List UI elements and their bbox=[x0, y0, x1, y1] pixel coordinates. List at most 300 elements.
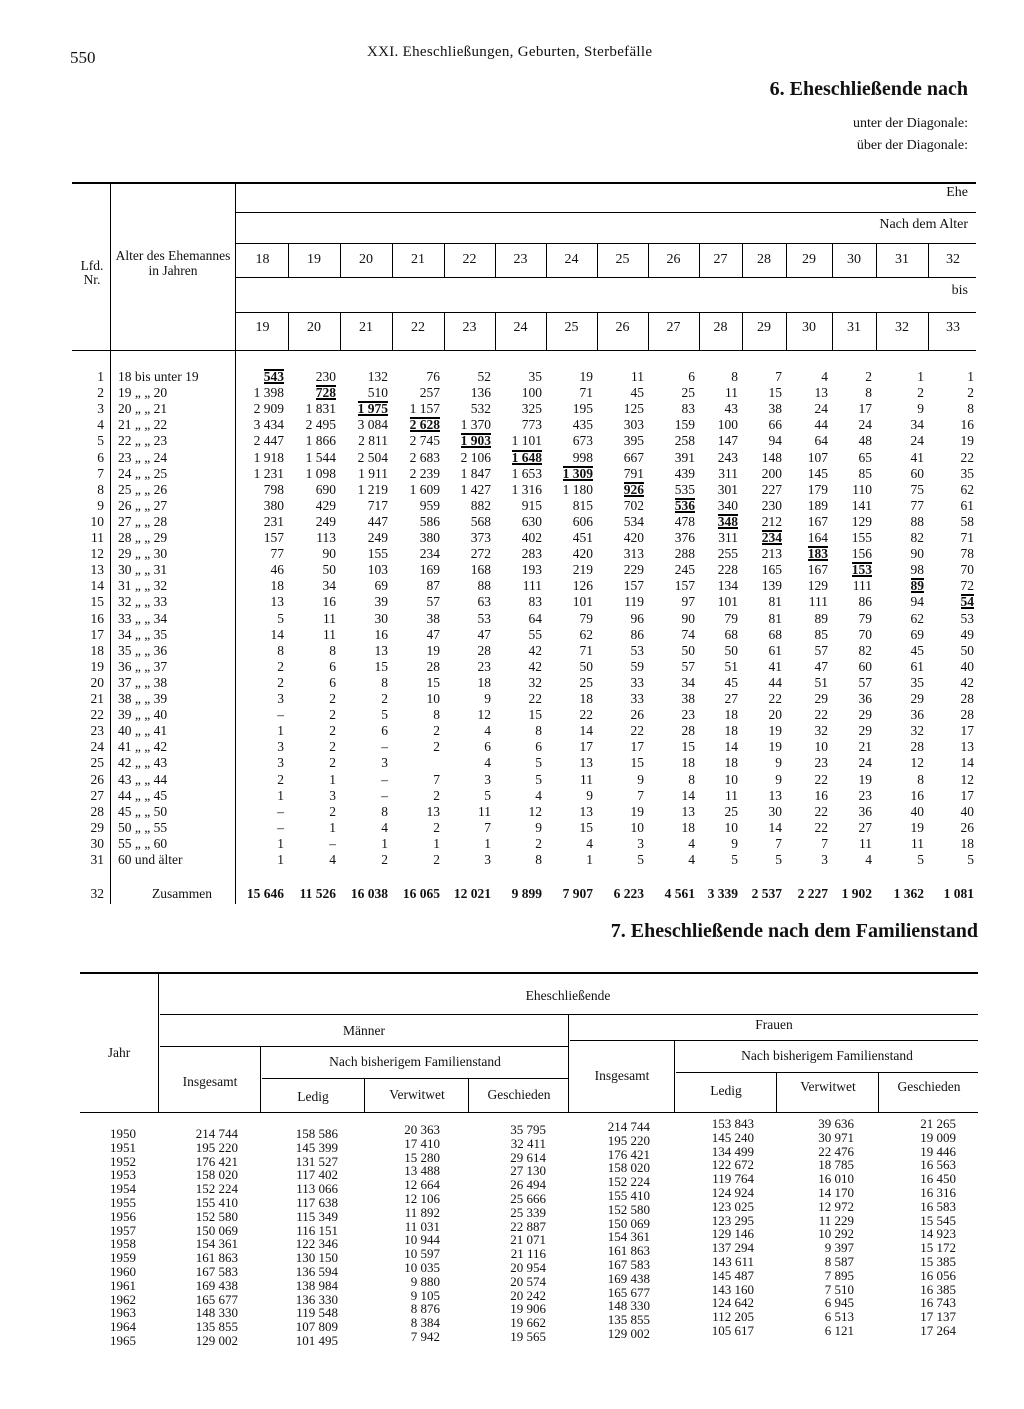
data-cell: 5 bbox=[775, 852, 782, 867]
row-number: 14 bbox=[90, 578, 104, 594]
data-cell: 22 bbox=[960, 449, 974, 465]
t7-m-verwitwet-cell: 15 280 bbox=[404, 1149, 440, 1165]
data-cell: 5 bbox=[731, 852, 738, 867]
data-cell: 340 bbox=[717, 497, 738, 513]
row-age-label: 25 „ „ 26 bbox=[118, 481, 168, 497]
data-cell: 136 bbox=[470, 385, 491, 401]
data-cell: 229 bbox=[623, 562, 644, 578]
data-cell: 2 745 bbox=[409, 433, 440, 449]
diagonal-cell: 926 bbox=[623, 481, 644, 497]
t7-m-geschieden-cell: 19 565 bbox=[510, 1328, 546, 1344]
data-cell: 83 bbox=[681, 401, 695, 417]
t7-f-verwitwet-cell: 16 010 bbox=[818, 1171, 854, 1187]
data-cell: 26 bbox=[630, 707, 644, 723]
data-cell: 90 bbox=[910, 546, 924, 562]
data-cell: – bbox=[381, 739, 388, 755]
data-cell: 380 bbox=[263, 497, 284, 513]
data-cell: 17 bbox=[960, 723, 974, 739]
data-cell: 139 bbox=[761, 578, 782, 594]
total-cell: 11 526 bbox=[299, 886, 336, 901]
t7-f-verwitwet-cell: 14 170 bbox=[818, 1184, 854, 1200]
data-cell: 4 bbox=[688, 852, 695, 867]
data-cell: 9 bbox=[535, 819, 542, 835]
data-cell: 8 bbox=[381, 803, 388, 819]
data-cell: 1 316 bbox=[511, 481, 542, 497]
data-cell: 155 bbox=[367, 546, 388, 562]
t7-f-ledig-cell: 143 160 bbox=[711, 1281, 754, 1297]
t7-f-verwitwet-cell: 7 510 bbox=[824, 1281, 854, 1297]
t7-years-cell: 1950 bbox=[110, 1126, 136, 1141]
data-cell: 16 bbox=[322, 594, 336, 610]
data-cell: 1 219 bbox=[357, 481, 388, 497]
row-number: 28 bbox=[90, 803, 104, 819]
t7-m-geschieden-cell: 20 954 bbox=[510, 1259, 546, 1275]
t7-f-ledig-cell: 134 499 bbox=[711, 1143, 754, 1159]
t7-hdr-f-nach: Nach bisherigem Familienstand bbox=[741, 1048, 913, 1063]
data-cell: 7 bbox=[821, 835, 828, 851]
hdr-age-to: 26 bbox=[615, 320, 630, 335]
data-cell: 6 bbox=[329, 658, 336, 674]
t7-m-verwitwet-cell: 20 363 bbox=[404, 1122, 440, 1137]
data-cell: 16 bbox=[374, 626, 388, 642]
hdr-col-divider bbox=[648, 312, 649, 350]
data-cell: – bbox=[381, 787, 388, 803]
data-cell: 51 bbox=[724, 658, 738, 674]
data-cell: 1 bbox=[586, 852, 593, 867]
data-cell: 18 bbox=[579, 691, 593, 706]
data-cell: 5 bbox=[277, 610, 284, 626]
data-cell: 44 bbox=[814, 417, 828, 433]
data-cell: 13 bbox=[426, 803, 440, 819]
t7-f-insgesamt-cell: 158 020 bbox=[607, 1160, 650, 1176]
data-cell: 249 bbox=[367, 530, 388, 545]
data-cell: 141 bbox=[851, 497, 872, 513]
t7-f-ledig-cell: 143 611 bbox=[712, 1253, 754, 1269]
data-cell: 2 447 bbox=[253, 433, 284, 449]
data-cell: 96 bbox=[630, 610, 644, 626]
row-age-label: 21 „ „ 22 bbox=[118, 417, 168, 433]
data-cell: 213 bbox=[761, 546, 782, 562]
t7-f-geschieden-cell: 14 923 bbox=[920, 1226, 956, 1242]
row-age-label: 60 und älter bbox=[118, 852, 183, 867]
data-cell: 76 bbox=[426, 369, 440, 384]
t7-m-verwitwet-cell: 10 944 bbox=[404, 1232, 440, 1248]
data-cell: 90 bbox=[681, 610, 695, 626]
diagonal-cell: 183 bbox=[807, 546, 828, 562]
row-age-label: 43 „ „ 44 bbox=[118, 771, 168, 787]
t7-m-geschieden-cell: 32 411 bbox=[510, 1135, 546, 1151]
data-cell: 510 bbox=[367, 385, 388, 401]
data-cell: 6 bbox=[535, 739, 542, 755]
t7-m-insgesamt-cell: 158 020 bbox=[195, 1167, 238, 1183]
row-age-label: 31 „ „ 32 bbox=[118, 578, 168, 594]
t7-m-geschieden-cell: 25 666 bbox=[510, 1190, 546, 1206]
data-cell: 8 bbox=[433, 707, 440, 723]
t7-f-geschieden-column bbox=[920, 1117, 956, 1338]
data-cell: 12 bbox=[477, 707, 491, 723]
diagonal-cell: 1 903 bbox=[460, 433, 491, 449]
data-cell: 58 bbox=[960, 513, 974, 529]
hdr-bis: bis bbox=[951, 283, 968, 298]
vrule-lfd bbox=[110, 184, 111, 904]
data-cell: 45 bbox=[630, 385, 644, 401]
hdr-rule-4 bbox=[236, 312, 976, 313]
data-cell: 1 bbox=[381, 835, 388, 851]
data-cell: 5 bbox=[637, 852, 644, 867]
t7-years-cell: 1957 bbox=[110, 1222, 136, 1238]
row-number: 3 bbox=[97, 401, 104, 417]
data-cell: 3 bbox=[277, 755, 284, 771]
data-cell: 4 bbox=[535, 787, 542, 803]
data-cell: 219 bbox=[572, 562, 593, 578]
hdr-age-to: 22 bbox=[411, 320, 425, 335]
data-cell: 14 bbox=[768, 819, 782, 835]
t7-years-cell: 1964 bbox=[110, 1319, 136, 1335]
t7-f-verwitwet-cell: 8 587 bbox=[824, 1253, 854, 1269]
data-cell: 50 bbox=[681, 642, 695, 658]
data-cell: 2 bbox=[967, 385, 974, 401]
data-cell: 3 bbox=[329, 787, 336, 803]
t7-m-verwitwet-cell: 10 035 bbox=[404, 1259, 440, 1275]
data-cell: 61 bbox=[910, 658, 924, 674]
data-cell: 2 683 bbox=[409, 449, 440, 465]
t7-f-geschieden-cell: 16 450 bbox=[920, 1171, 956, 1187]
data-cell: 53 bbox=[630, 642, 644, 658]
data-cell: 702 bbox=[623, 497, 644, 513]
data-cell: 40 bbox=[910, 803, 924, 819]
data-cell: 283 bbox=[521, 546, 542, 562]
data-cell: 4 bbox=[484, 755, 491, 771]
row-number: 29 bbox=[90, 819, 104, 835]
data-cell: 2 bbox=[329, 755, 336, 771]
data-cell: 2 bbox=[433, 787, 440, 803]
data-cell: 1 bbox=[277, 787, 284, 803]
data-cell: 288 bbox=[674, 546, 695, 562]
row-age-label: 45 „ „ 50 bbox=[118, 803, 168, 819]
data-cell: 26 bbox=[960, 819, 974, 835]
data-cell: 10 bbox=[724, 771, 738, 787]
data-cell: 1 bbox=[329, 771, 336, 787]
diagonal-cell: 2 628 bbox=[409, 417, 440, 433]
hdr-age-from: 25 bbox=[615, 252, 630, 267]
t7-m-insgesamt-cell: 155 410 bbox=[195, 1194, 238, 1210]
data-cell: 50 bbox=[960, 642, 974, 658]
hdr-col-divider bbox=[832, 312, 833, 350]
data-cell: 13 bbox=[768, 787, 782, 803]
t7-years-cell: 1960 bbox=[110, 1263, 136, 1279]
hdr-age-to: 28 bbox=[713, 320, 728, 335]
data-cell: 15 bbox=[768, 385, 782, 401]
data-cell: 68 bbox=[768, 626, 782, 642]
data-cell: 70 bbox=[858, 626, 872, 642]
data-cell: 29 bbox=[814, 691, 828, 706]
data-cell: 42 bbox=[960, 674, 974, 690]
data-cell: 11 bbox=[323, 626, 336, 642]
hdr-age-to: 20 bbox=[307, 320, 321, 335]
data-cell: 4 bbox=[865, 852, 872, 867]
data-cell: 85 bbox=[858, 465, 872, 481]
data-cell: 8 bbox=[967, 401, 974, 417]
t7-f-verwitwet-cell: 30 971 bbox=[818, 1129, 854, 1145]
data-cell: 83 bbox=[528, 594, 542, 610]
row-number: 15 bbox=[90, 594, 104, 610]
t7-f-insgesamt-cell: 154 361 bbox=[607, 1229, 650, 1245]
t7-years-cell: 1958 bbox=[110, 1236, 136, 1252]
data-cell: 19 bbox=[579, 369, 593, 384]
t7-rule-m2 bbox=[262, 1078, 568, 1079]
diagonal-cell: 234 bbox=[761, 530, 782, 545]
data-cell: 25 bbox=[681, 385, 695, 401]
data-cell: 429 bbox=[315, 497, 336, 513]
t7-vrule-m2 bbox=[364, 1078, 365, 1112]
total-cell: 1 081 bbox=[943, 886, 974, 901]
data-cell: 24 bbox=[910, 433, 924, 449]
data-cell: 22 bbox=[814, 803, 828, 819]
t7-m-verwitwet-cell: 12 106 bbox=[404, 1190, 440, 1206]
data-cell: 11 bbox=[323, 610, 336, 626]
data-cell: 29 bbox=[858, 723, 872, 739]
total-cell: 1 362 bbox=[893, 886, 924, 901]
t7-hdr-bottom-rule bbox=[80, 1112, 978, 1113]
data-cell: 157 bbox=[263, 530, 284, 545]
data-cell: 9 bbox=[484, 691, 491, 706]
t7-m-ledig-cell: 117 402 bbox=[296, 1167, 338, 1183]
data-cell: 2 bbox=[329, 691, 336, 706]
t7-f-geschieden-cell: 16 385 bbox=[920, 1281, 956, 1297]
data-cell: 303 bbox=[623, 417, 644, 433]
data-cell: – bbox=[277, 707, 284, 723]
data-cell: 2 bbox=[277, 658, 284, 674]
data-cell: 667 bbox=[623, 449, 644, 465]
hdr-age-from: 32 bbox=[946, 252, 960, 267]
t7-f-geschieden-cell: 15 545 bbox=[920, 1212, 956, 1228]
data-cell: 5 bbox=[917, 852, 924, 867]
data-cell: 134 bbox=[717, 578, 738, 594]
data-cell: 447 bbox=[367, 513, 388, 529]
data-cell: 15 bbox=[681, 739, 695, 755]
data-cell: 19 bbox=[960, 433, 974, 449]
data-cell: 6 bbox=[329, 674, 336, 690]
data-cell: 70 bbox=[960, 562, 974, 578]
data-cell: 60 bbox=[910, 465, 924, 481]
data-cell: 4 bbox=[381, 819, 388, 835]
data-cell: 4 bbox=[329, 852, 336, 867]
t7-f-ledig-column bbox=[712, 1117, 754, 1338]
data-cell: 69 bbox=[374, 578, 388, 594]
data-cell: 22 bbox=[528, 691, 542, 706]
data-cell: 34 bbox=[681, 674, 695, 690]
data-cell: 9 bbox=[775, 771, 782, 787]
data-cell: 373 bbox=[470, 530, 491, 545]
t7-hdr-f-geschieden: Geschieden bbox=[897, 1079, 961, 1094]
data-cell: 25 bbox=[724, 803, 738, 819]
t7-years-cell: 1951 bbox=[110, 1139, 136, 1155]
data-cell: 243 bbox=[717, 449, 738, 465]
data-cell: 36 bbox=[858, 803, 872, 819]
t7-rule-f bbox=[570, 1040, 978, 1041]
t7-f-insgesamt-column bbox=[608, 1120, 650, 1341]
data-cell: 27 bbox=[858, 819, 872, 835]
total-label: Zusammen bbox=[152, 886, 212, 901]
hdr-age-to: 30 bbox=[802, 320, 816, 335]
hdr-lfd-nr: Lfd. Nr. bbox=[80, 258, 104, 287]
data-cell: 11 bbox=[580, 771, 593, 787]
data-cell: 313 bbox=[623, 546, 644, 562]
t7-f-ledig-cell: 137 294 bbox=[711, 1240, 754, 1256]
data-cell: 230 bbox=[761, 497, 782, 513]
t7-f-geschieden-cell: 15 172 bbox=[920, 1240, 956, 1256]
data-cell: 193 bbox=[521, 562, 542, 578]
data-cell: – bbox=[381, 771, 388, 787]
t7-f-insgesamt-cell: 214 744 bbox=[607, 1119, 650, 1134]
t7-f-verwitwet-cell: 18 785 bbox=[818, 1157, 854, 1173]
data-cell: 3 084 bbox=[357, 417, 388, 433]
data-cell: 47 bbox=[426, 626, 440, 642]
hdr-age-to: 21 bbox=[359, 320, 373, 335]
data-cell: 8 bbox=[535, 852, 542, 867]
data-cell: 15 bbox=[579, 819, 593, 835]
t7-m-verwitwet-cell: 9 880 bbox=[410, 1273, 440, 1289]
row-number: 5 bbox=[97, 433, 104, 449]
data-cell: 11 bbox=[725, 787, 738, 803]
data-cell: 97 bbox=[681, 594, 695, 610]
row-number: 21 bbox=[90, 691, 104, 706]
data-cell: 18 bbox=[477, 674, 491, 690]
data-cell: 42 bbox=[528, 642, 542, 658]
hdr-age-from: 28 bbox=[757, 252, 771, 267]
hdr-alter-ehemann: Alter des Ehemannes in Jahren bbox=[115, 248, 231, 278]
data-cell: 111 bbox=[852, 578, 872, 594]
data-cell: 18 bbox=[681, 755, 695, 771]
t7-f-ledig-cell: 124 924 bbox=[711, 1184, 754, 1200]
data-cell: 51 bbox=[814, 674, 828, 690]
t7-m-insgesamt-cell: 161 863 bbox=[195, 1250, 238, 1266]
data-cell: 71 bbox=[960, 530, 974, 545]
data-cell: 23 bbox=[814, 755, 828, 771]
data-cell: 23 bbox=[681, 707, 695, 723]
data-cell: 998 bbox=[572, 449, 593, 465]
diagonal-cell: 536 bbox=[674, 497, 695, 513]
t7-m-ledig-cell: 130 150 bbox=[295, 1250, 338, 1266]
hdr-col-divider bbox=[546, 312, 547, 350]
data-cell: 82 bbox=[910, 530, 924, 545]
data-cell: 40 bbox=[960, 803, 974, 819]
data-cell: 57 bbox=[426, 594, 440, 610]
data-cell: 55 bbox=[528, 626, 542, 642]
note-below-diagonal: unter der Diagonale: bbox=[852, 116, 968, 131]
data-cell: 1 231 bbox=[253, 465, 284, 481]
data-cell: 65 bbox=[858, 449, 872, 465]
hdr-age-from: 30 bbox=[847, 252, 861, 267]
data-cell: 535 bbox=[674, 481, 695, 497]
data-cell: 69 bbox=[910, 626, 924, 642]
t7-m-geschieden-cell: 19 662 bbox=[510, 1315, 546, 1331]
data-cell: 10 bbox=[426, 691, 440, 706]
hdr-col-divider bbox=[340, 244, 341, 277]
data-cell: 132 bbox=[367, 369, 388, 384]
t7-f-insgesamt-cell: 155 410 bbox=[607, 1187, 650, 1203]
t7-f-geschieden-cell: 19 446 bbox=[920, 1143, 956, 1159]
hdr-age-to: 25 bbox=[564, 320, 579, 335]
data-cell: 28 bbox=[960, 707, 974, 723]
data-cell: 2 bbox=[329, 803, 336, 819]
t7-f-ledig-cell: 124 642 bbox=[711, 1295, 754, 1311]
data-cell: 9 bbox=[586, 787, 593, 803]
table7-top-rule bbox=[80, 972, 978, 974]
data-cell: 11 bbox=[478, 803, 491, 819]
data-cell: 11 bbox=[725, 385, 738, 401]
data-cell: 272 bbox=[470, 546, 491, 562]
data-cell: 16 bbox=[910, 787, 924, 803]
data-cell: 33 bbox=[630, 674, 644, 690]
t7-m-insgesamt-column bbox=[196, 1127, 238, 1348]
t7-m-insgesamt-cell: 169 438 bbox=[195, 1277, 238, 1293]
t7-f-verwitwet-cell: 6 513 bbox=[824, 1309, 854, 1325]
data-cell: 165 bbox=[761, 562, 782, 578]
data-cell: 1 866 bbox=[305, 433, 336, 449]
t7-m-ledig-cell: 115 349 bbox=[296, 1208, 338, 1224]
row-number: 4 bbox=[97, 417, 104, 433]
row-number: 31 bbox=[90, 852, 104, 867]
t7-m-insgesamt-cell: 195 220 bbox=[195, 1139, 238, 1155]
data-cell: 882 bbox=[470, 497, 491, 513]
t7-m-ledig-cell: 131 527 bbox=[295, 1153, 338, 1169]
data-cell: 195 bbox=[572, 401, 593, 417]
t7-m-geschieden-column bbox=[510, 1123, 546, 1344]
data-cell: 6 bbox=[484, 739, 491, 755]
data-cell: 89 bbox=[814, 610, 828, 626]
hdr-rule-1 bbox=[236, 212, 976, 213]
hdr-age-from: 26 bbox=[666, 252, 681, 267]
data-cell: 13 bbox=[579, 755, 593, 771]
data-cell: 791 bbox=[623, 465, 644, 481]
t7-hdr-m-nach: Nach bisherigem Familienstand bbox=[329, 1054, 501, 1069]
data-cell: 79 bbox=[724, 610, 738, 626]
hdr-age-to: 24 bbox=[513, 320, 528, 335]
hdr-col-divider bbox=[928, 312, 929, 350]
data-cell: 62 bbox=[579, 626, 593, 642]
hdr-age-to: 27 bbox=[666, 320, 681, 335]
data-cell: 8 bbox=[381, 674, 388, 690]
data-cell: 101 bbox=[572, 594, 593, 610]
data-cell: 28 bbox=[960, 691, 974, 706]
data-cell: 673 bbox=[572, 433, 593, 449]
t7-years-cell: 1954 bbox=[110, 1181, 136, 1197]
data-cell: 94 bbox=[768, 433, 782, 449]
data-cell: 24 bbox=[858, 417, 872, 433]
data-cell: 1 098 bbox=[305, 465, 336, 481]
t7-m-geschieden-cell: 22 887 bbox=[510, 1218, 546, 1234]
data-cell: 164 bbox=[807, 530, 828, 545]
table6-top-rule bbox=[72, 182, 976, 184]
t7-m-insgesamt-cell: 150 069 bbox=[195, 1222, 238, 1238]
data-cell: 1 bbox=[967, 369, 974, 384]
data-cell: 325 bbox=[521, 401, 542, 417]
data-cell: 606 bbox=[572, 513, 593, 529]
data-cell: 12 bbox=[528, 803, 542, 819]
diagonal-cell: 728 bbox=[315, 385, 336, 401]
hdr-col-divider bbox=[444, 312, 445, 350]
data-cell: 38 bbox=[768, 401, 782, 417]
data-cell: 14 bbox=[960, 755, 974, 771]
data-cell: 30 bbox=[768, 803, 782, 819]
t7-m-ledig-cell: 145 399 bbox=[295, 1139, 338, 1155]
hdr-rule-3 bbox=[236, 277, 976, 278]
data-cell: 111 bbox=[522, 578, 542, 594]
data-cell: 402 bbox=[521, 530, 542, 545]
data-cell: 19 bbox=[630, 803, 644, 819]
t7-m-verwitwet-cell: 7 942 bbox=[410, 1328, 440, 1344]
